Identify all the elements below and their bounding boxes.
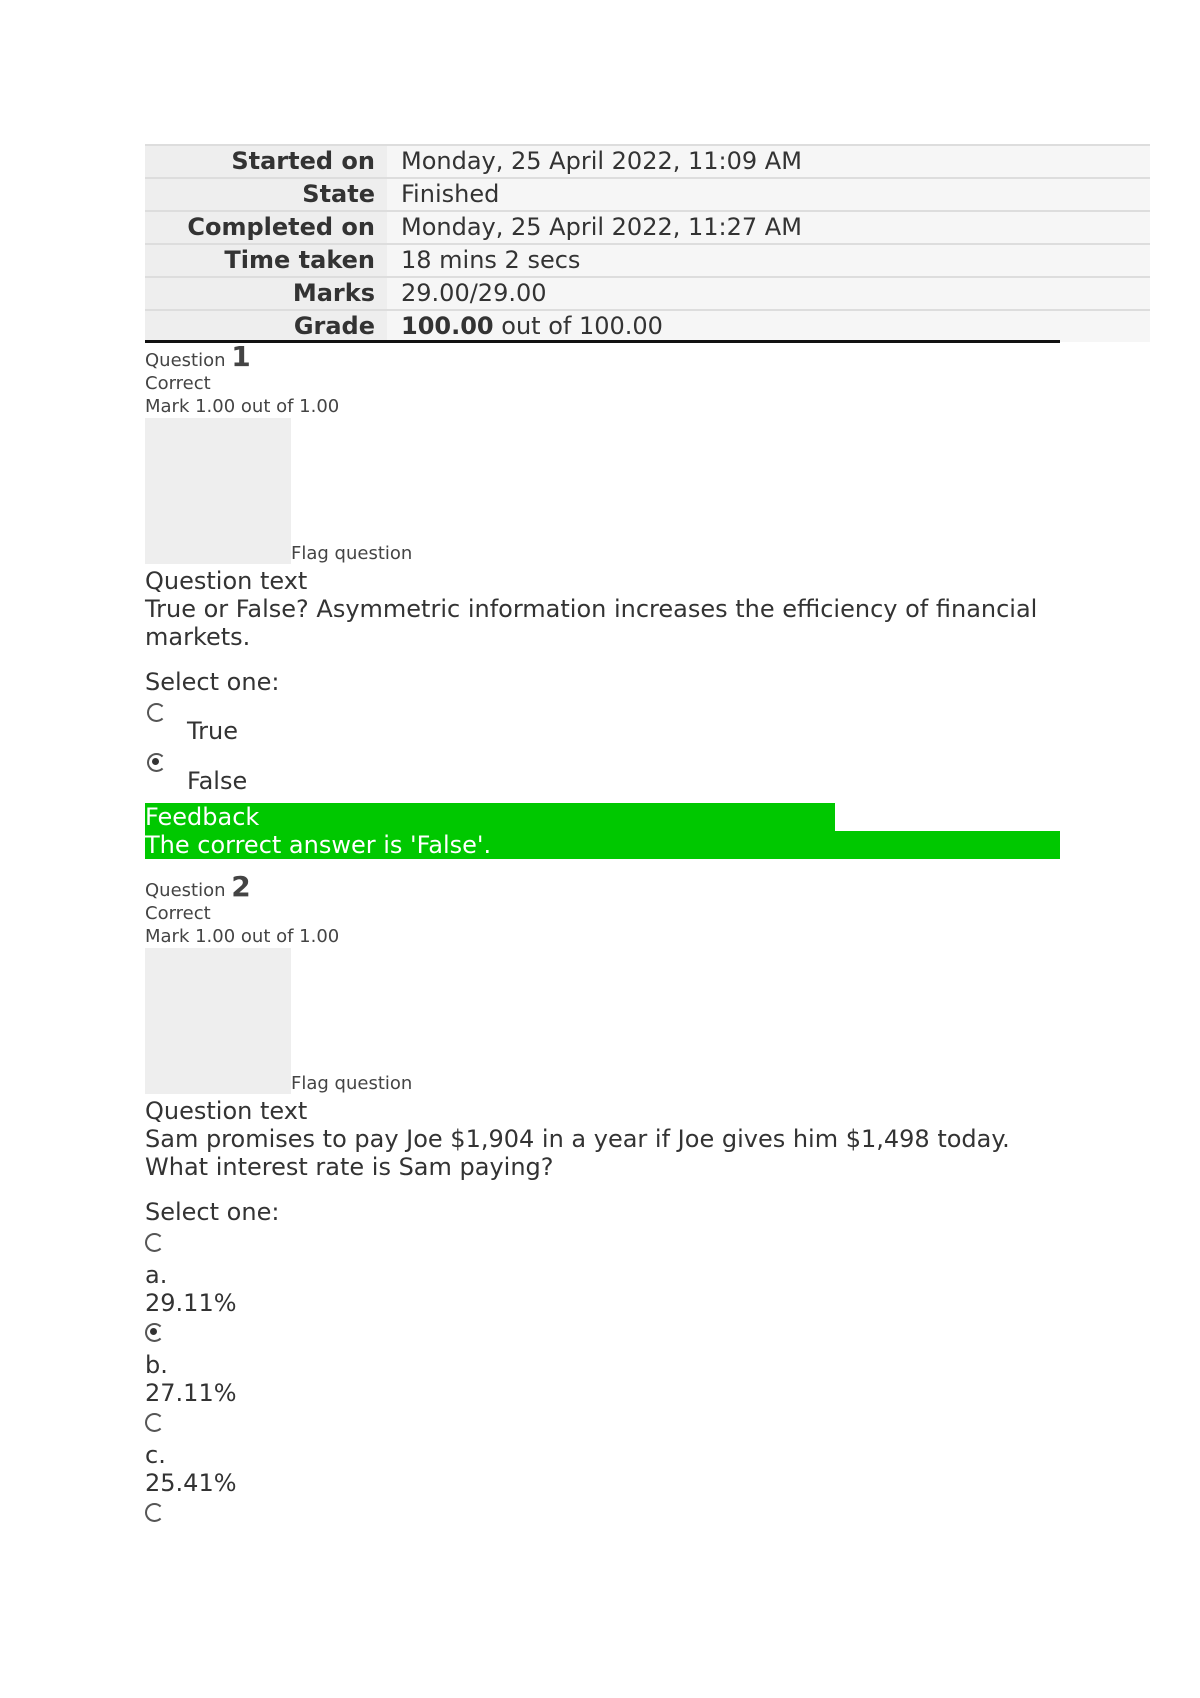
summary-value: 18 mins 2 secs	[387, 244, 1150, 277]
answer-option-d[interactable]	[145, 1497, 1150, 1531]
summary-value: Monday, 25 April 2022, 11:09 AM	[387, 145, 1150, 178]
flag-question-link[interactable]: Flag question	[291, 543, 413, 564]
summary-label: State	[145, 178, 387, 211]
attempt-summary-table	[145, 144, 1150, 342]
question-state: Correct	[145, 373, 211, 394]
question-2	[145, 870, 1150, 1531]
answer-letter: a.	[145, 1261, 168, 1289]
summary-row-marks	[145, 277, 1150, 310]
answer-option-a[interactable]	[145, 1227, 1150, 1317]
feedback-text: The correct answer is 'False'.	[145, 831, 1060, 859]
radio-icon[interactable]	[145, 1413, 164, 1432]
radio-icon[interactable]	[145, 1503, 164, 1522]
answer-value: 27.11%	[145, 1379, 237, 1407]
question-text: True or False? Asymmetric information increases the efficiency of financial markets.	[145, 595, 1038, 651]
question-mark: Mark 1.00 out of 1.00	[145, 926, 340, 947]
summary-row-state	[145, 178, 1150, 211]
feedback-panel	[145, 803, 1150, 859]
question-number: 1	[231, 340, 251, 373]
summary-label: Started on	[145, 145, 387, 178]
select-one-label: Select one:	[145, 1198, 280, 1226]
summary-row-completed	[145, 211, 1150, 244]
question-info	[145, 870, 1150, 948]
quiz-review-page	[145, 144, 1150, 1531]
question-prefix: Question	[145, 880, 226, 901]
answer-option-c[interactable]	[145, 1407, 1150, 1497]
answer-value: 29.11%	[145, 1289, 237, 1317]
grade-score: 100.00	[401, 312, 494, 340]
grade-out-of: out of 100.00	[493, 312, 663, 340]
radio-checked-icon[interactable]	[147, 753, 166, 772]
flag-row	[145, 948, 1150, 1094]
answer-label: True	[187, 717, 238, 745]
radio-checked-icon[interactable]	[145, 1323, 164, 1342]
summary-row-grade	[145, 310, 1150, 342]
summary-value: 29.00/29.00	[387, 277, 1150, 310]
summary-row-started	[145, 145, 1150, 178]
answer-letter: b.	[145, 1351, 168, 1379]
summary-label: Time taken	[145, 244, 387, 277]
answer-label: False	[187, 767, 248, 795]
summary-label: Completed on	[145, 211, 387, 244]
feedback-heading: Feedback	[145, 803, 835, 831]
question-text: Sam promises to pay Joe $1,904 in a year if Joe gives him $1,498 today. What interest rate is Sam paying?	[145, 1125, 1010, 1181]
flag-row	[145, 418, 1150, 564]
answer-options	[145, 697, 1150, 797]
radio-icon[interactable]	[145, 1233, 164, 1252]
summary-value: Monday, 25 April 2022, 11:27 AM	[387, 211, 1150, 244]
question-info	[145, 340, 1150, 418]
answer-options	[145, 1227, 1150, 1531]
question-text-heading: Question text	[145, 567, 308, 595]
question-state: Correct	[145, 903, 211, 924]
question-number: 2	[231, 870, 251, 903]
question-1	[145, 340, 1150, 859]
question-prefix: Question	[145, 350, 226, 371]
answer-option-true[interactable]	[145, 697, 1150, 747]
answer-option-false[interactable]	[145, 747, 1150, 797]
flag-question-link[interactable]: Flag question	[291, 1073, 413, 1094]
summary-label: Grade	[145, 310, 387, 342]
answer-value: 25.41%	[145, 1469, 237, 1497]
summary-label: Marks	[145, 277, 387, 310]
select-one-label: Select one:	[145, 668, 280, 696]
flag-icon[interactable]	[145, 948, 291, 1094]
flag-icon[interactable]	[145, 418, 291, 564]
summary-row-time-taken	[145, 244, 1150, 277]
summary-value	[387, 310, 1150, 342]
radio-icon[interactable]	[147, 703, 166, 722]
question-text-heading: Question text	[145, 1097, 308, 1125]
summary-value: Finished	[387, 178, 1150, 211]
answer-letter: c.	[145, 1441, 166, 1469]
question-mark: Mark 1.00 out of 1.00	[145, 396, 340, 417]
answer-option-b[interactable]	[145, 1317, 1150, 1407]
